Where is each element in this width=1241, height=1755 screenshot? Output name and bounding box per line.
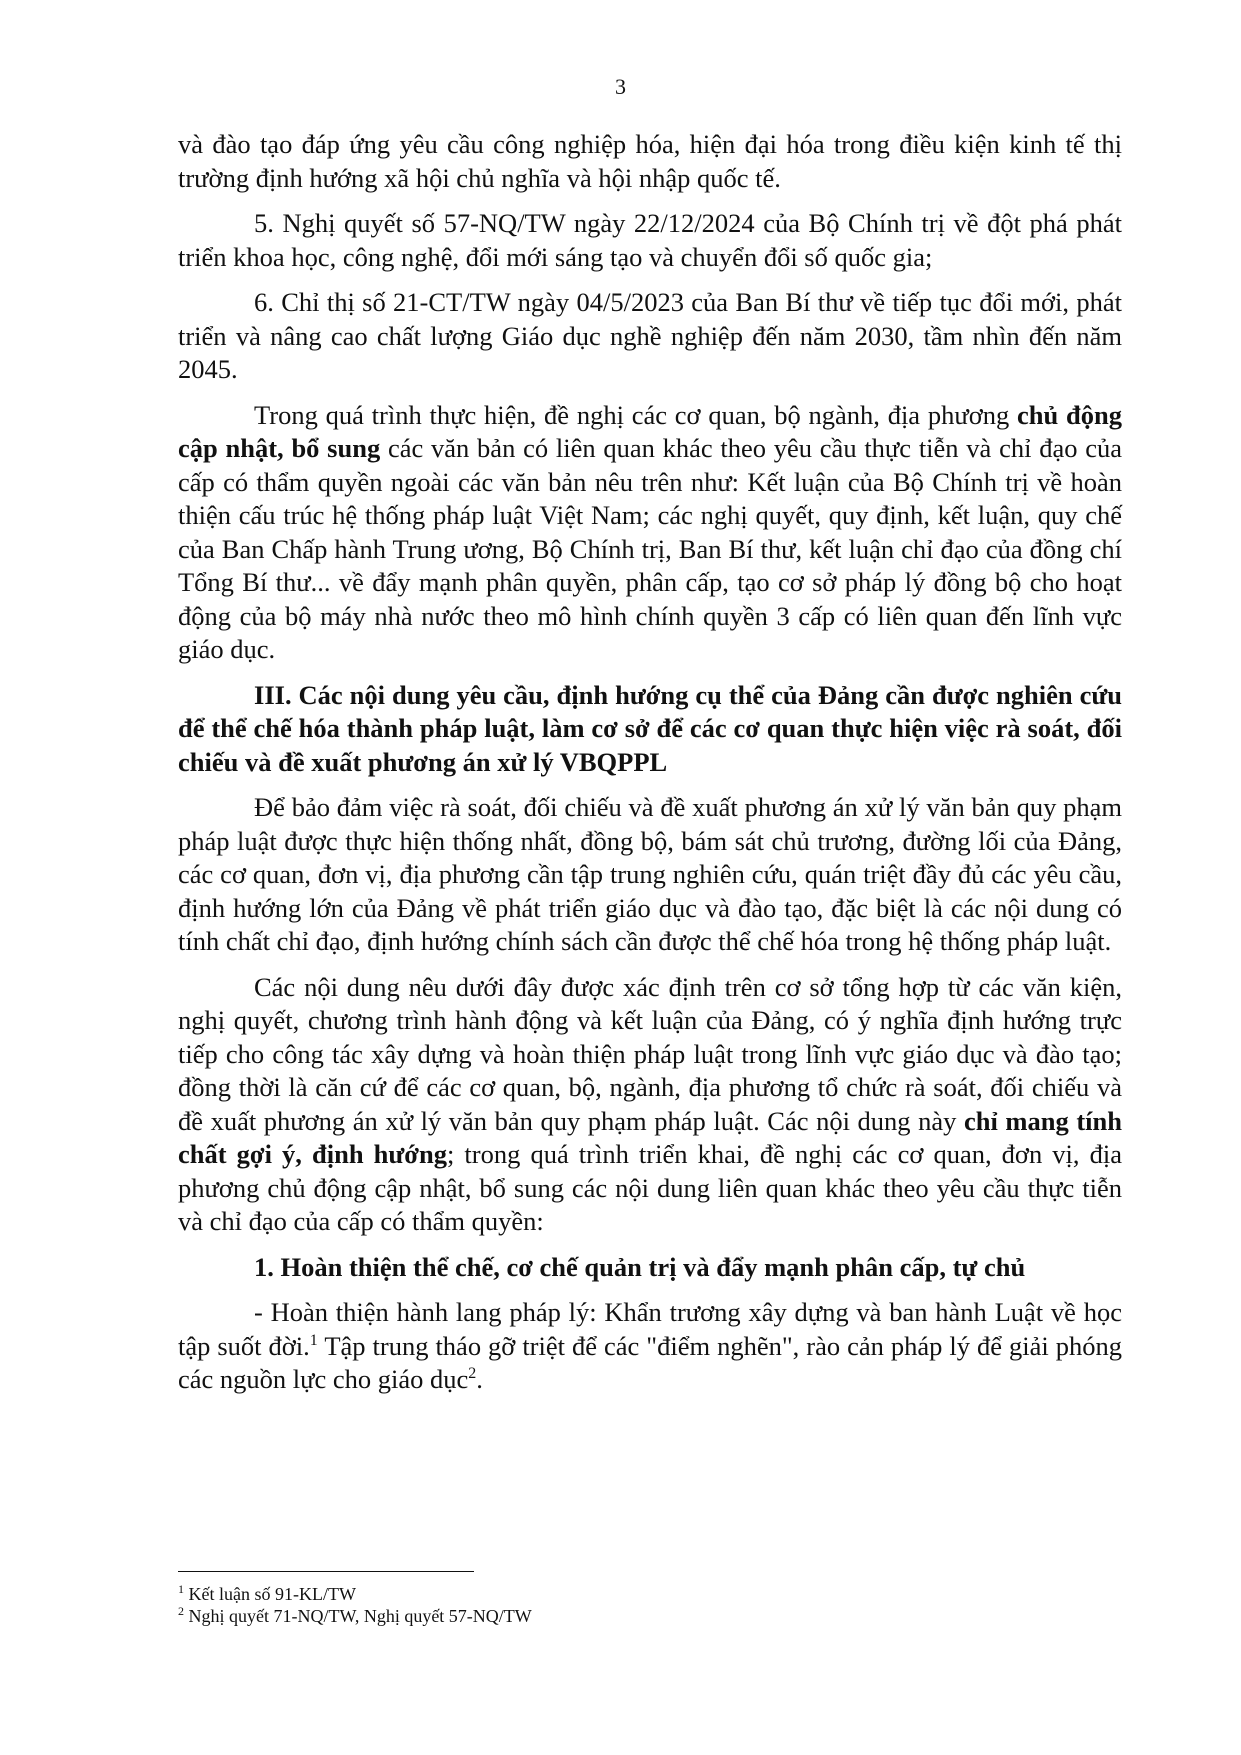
footnote-text: Nghị quyết 71-NQ/TW, Nghị quyết 57-NQ/TW xyxy=(184,1606,532,1626)
paragraph-basis xyxy=(178,971,1122,1239)
footnote-mark: 1 xyxy=(178,1582,184,1596)
footnote-text: Kết luận số 91-KL/TW xyxy=(184,1584,356,1604)
footnote-mark: 2 xyxy=(178,1604,184,1618)
text-run: các văn bản có liên quan khác theo yêu cầu thực tiễn và chỉ đạo của cấp có thẩm quyền ngoài các văn bản nêu trên như: Kết luận của Bộ Chính trị về hoàn thiện cấu trúc hệ thống pháp luật Việt Nam; các nghị quyết, quy định, kết luận, quy chế của Ban Chấp hành Trung ương, Bộ Chính trị, Ban Bí thư, kết luận chỉ đạo của đồng chí Tổng Bí thư... về đẩy mạnh phân quyền, phân cấp, tạo cơ sở pháp lý đồng bộ cho hoạt động của bộ máy nhà nước theo mô hình chính quyền 3 cấp có liên quan đến lĩnh vực giáo dục. xyxy=(178,433,1123,664)
page-number: 3 xyxy=(615,74,626,99)
bold-run: chỉ mang tính chất gợi ý, định hướng xyxy=(178,1105,1122,1169)
paragraph-legal-framework xyxy=(178,1296,1122,1397)
text-run: - Hoàn thiện hành lang pháp lý: Khẩn trương xây dựng và ban hành Luật về học tập suốt đời. xyxy=(178,1297,1122,1361)
footnote-ref-2[interactable]: 2 xyxy=(468,1365,477,1383)
text-run: ; trong quá trình triển khai, đề nghị các cơ quan, đơn vị, địa phương chủ động cập nhật, bổ sung các nội dung liên quan khác theo yêu cầu thực tiễn và chỉ đạo của cấp có thẩm quyền: xyxy=(178,1139,1122,1236)
section-heading-iii: III. Các nội dung yêu cầu, định hướng cụ thể của Đảng cần được nghiên cứu để thể chế hóa thành pháp luật, làm cơ sở để các cơ quan thực hiện việc rà soát, đối chiếu và đề xuất phương án xử lý VBQPPL xyxy=(178,679,1122,777)
paragraph-continuation: và đào tạo đáp ứng yêu cầu công nghiệp hóa, hiện đại hóa trong điều kiện kinh tế thị trường định hướng xã hội chủ nghĩa và hội nhập quốc tế. xyxy=(178,129,1122,193)
document-body xyxy=(178,128,1122,1409)
text-run: Các nội dung nêu dưới đây được xác định trên cơ sở tổng hợp từ các văn kiện, nghị quyết, chương trình hành động và kết luận của Đảng, có ý nghĩa định hướng trực tiếp cho công tác xây dựng và hoàn thiện pháp luật trong lĩnh vực giáo dục và đào tạo; đồng thời là căn cứ để các cơ quan, bộ, ngành, địa phương tổ chức rà soát, đối chiếu và đề xuất phương án xử lý văn bản quy phạm pháp luật. Các nội dung này xyxy=(178,971,1122,1136)
text-run: . xyxy=(476,1364,483,1394)
footnote-1 xyxy=(178,1583,1122,1605)
bold-run: chủ động cập nhật, bổ sung xyxy=(178,399,1122,463)
text-run: Trong quá trình thực hiện, đề nghị các cơ quan, bộ ngành, địa phương xyxy=(254,399,1017,430)
footnote-2 xyxy=(178,1605,1122,1627)
paragraph-item-6: 6. Chỉ thị số 21-CT/TW ngày 04/5/2023 của Ban Bí thư về tiếp tục đổi mới, phát triển và nâng cao chất lượng Giáo dục nghề nghiệp đến năm 2030, tầm nhìn đến năm 2045. xyxy=(178,287,1122,384)
subsection-heading-1: 1. Hoàn thiện thể chế, cơ chế quản trị và đẩy mạnh phân cấp, tự chủ xyxy=(254,1251,1026,1282)
paragraph-update-note xyxy=(178,399,1122,667)
footnote-ref-1[interactable]: 1 xyxy=(309,1331,318,1349)
footnote-separator xyxy=(178,1571,474,1572)
footnotes xyxy=(178,1583,1122,1627)
paragraph-item-5: 5. Nghị quyết số 57-NQ/TW ngày 22/12/2024 của Bộ Chính trị về đột phá phát triển khoa học, công nghệ, đổi mới sáng tạo và chuyển đổi số quốc gia; xyxy=(178,208,1122,272)
text-run: Tập trung tháo gỡ triệt để các "điểm nghẽn", rào cản pháp lý để giải phóng các nguồn lực cho giáo dục xyxy=(178,1330,1122,1394)
paragraph-intro: Để bảo đảm việc rà soát, đối chiếu và đề xuất phương án xử lý văn bản quy phạm pháp luật được thực hiện thống nhất, đồng bộ, bám sát chủ trương, đường lối của Đảng, các cơ quan, đơn vị, địa phương cần tập trung nghiên cứu, quán triệt đầy đủ các yêu cầu, định hướng lớn của Đảng về phát triển giáo dục và đào tạo, đặc biệt là các nội dung có tính chất chỉ đạo, định hướng chính sách cần được thể chế hóa trong hệ thống pháp luật. xyxy=(178,792,1122,956)
